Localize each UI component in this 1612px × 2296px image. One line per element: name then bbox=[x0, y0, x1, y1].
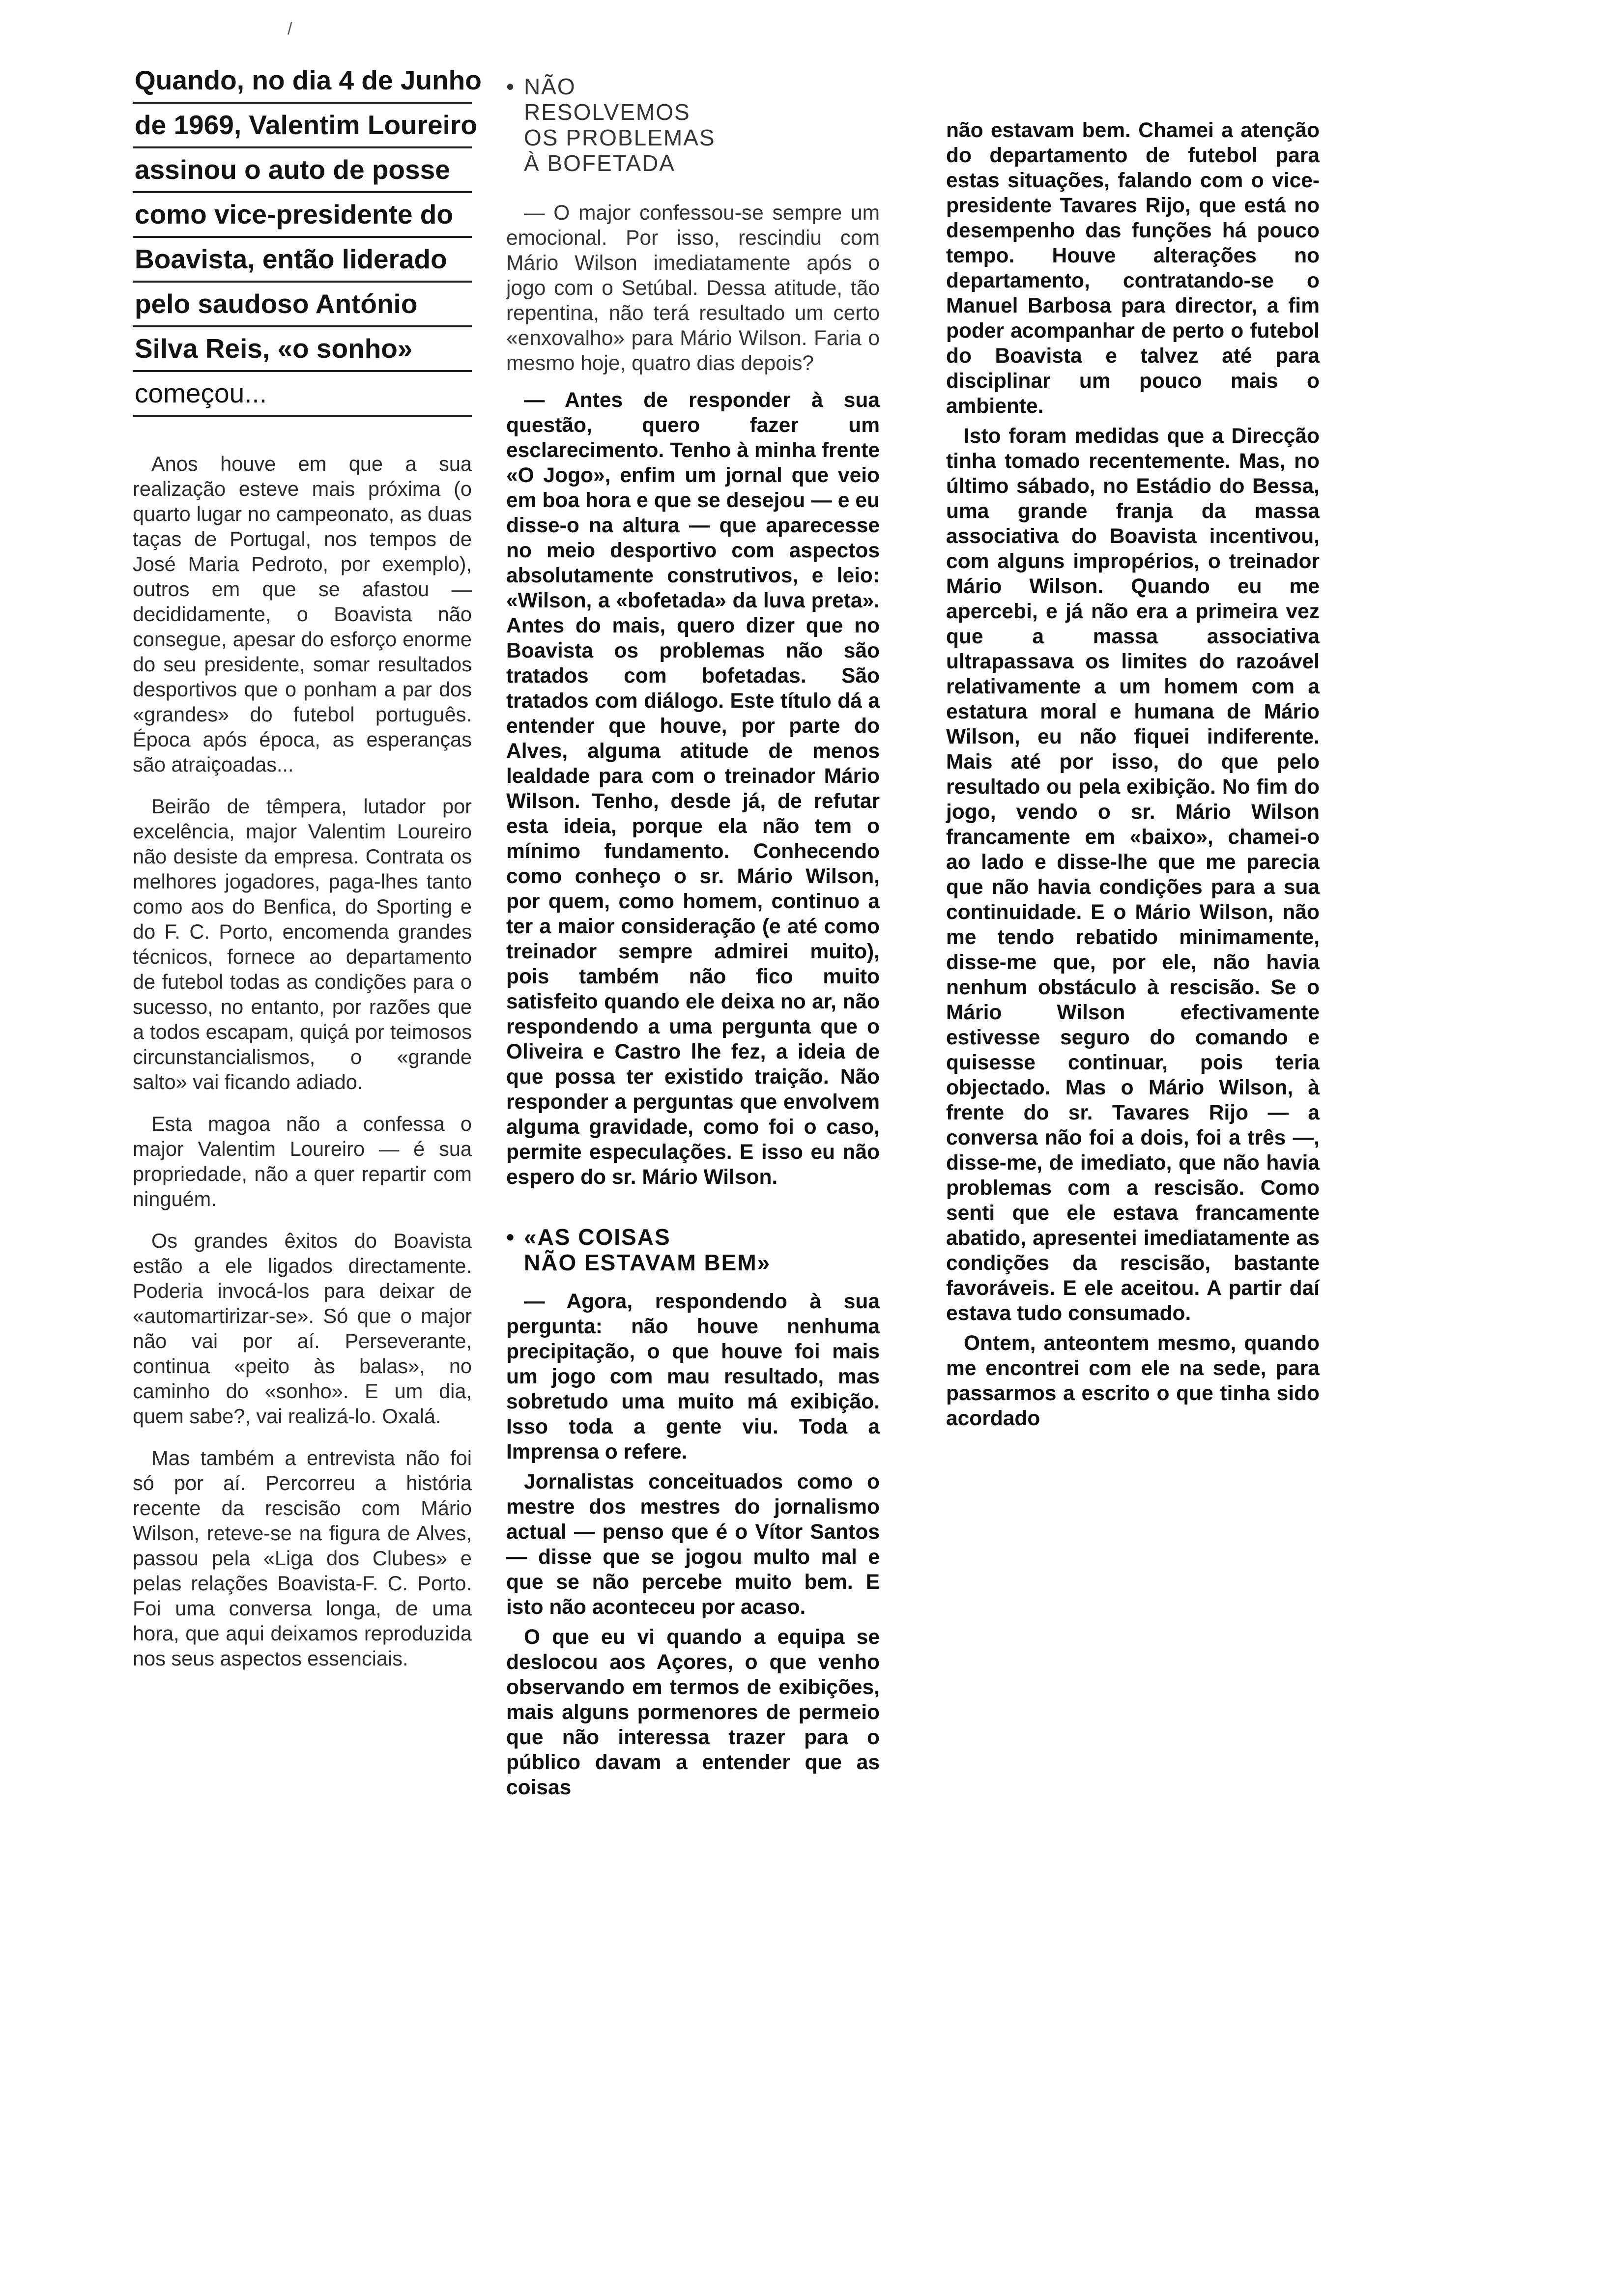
answer-paragraph: não estavam bem. Chamei a atenção do departamento de futebol para estas situações, falando com o vice-presidente Tavares Rijo, que está no desempenho das funções há pouco tempo. Houve alterações no departamento, contratando-se o Manuel Barbosa para director, a fim poder acompanhar de perto o futebol do Boavista e talvez até para disciplinar um pouco mais o ambiente. bbox=[946, 119, 1320, 418]
lead-line: Silva Reis, «o sonho» bbox=[133, 327, 472, 372]
intro-paragraph: Mas também a entrevista não foi só por aí. Percorreu a história recente da rescisão com Mário Wilson, reteve-se na figura de Alves, passou pela «Liga dos Clubes» e pelas relações Boavista-F. C. Porto. Foi uma conversa longa, de uma hora, que aqui deixamos reproduzida nos seus aspectos essenciais. bbox=[133, 1446, 472, 1670]
lead-line: Quando, no dia 4 de Junho bbox=[133, 59, 472, 104]
answer-paragraph: Jornalistas conceituados como o mestre dos mestres do jornalismo actual — penso que é o Vítor Santos — disse que se jogou multo mal e que se não percebe muito bem. E isto não aconteceu por acaso. bbox=[506, 1470, 880, 1619]
interview-body-mid bbox=[506, 201, 880, 1190]
lead-line: pelo saudoso António bbox=[133, 283, 472, 327]
interview-body-mid-2 bbox=[506, 1289, 880, 1800]
answer-paragraph: — Antes de responder à sua questão, quero fazer um esclarecimento. Tenho à minha frente «O Jogo», enfim um jornal que veio em boa hora e que se desejou — e eu disse-o na altura — que aparecesse no meio desportivo com aspectos absolutamente construtivos, e leio: «Wilson, a «bofetada» da luva preta». Antes do mais, quero dizer que no Boavista os problemas não são tratados com bofetadas. São tratados com diálogo. Este título dá a entender que houve, por parte do Alves, alguma atitude de menos lealdade para com o treinador Mário Wilson. Tenho, desde já, de refutar esta ideia, porque ela não tem o mínimo fundamento. Conhecendo como conheço o sr. Mário Wilson, por quem, como homem, continuo a ter a maior consideração (e até como treinador sempre admirei muito), pois também não fico muito satisfeito quando ele deixa no ar, não respondendo a uma pergunta que o Oliveira e Castro lhe fez, a ideia de que possa ter existido traição. Não responder a perguntas que envolvem alguma gravidade, como foi o caso, permite especulações. E isso eu não espero do sr. Mário Wilson. bbox=[506, 389, 880, 1189]
middle-column bbox=[506, 74, 880, 1805]
lead-paragraph bbox=[133, 59, 482, 417]
answer-paragraph: Isto foram medidas que a Direcção tinha tomado recentemente. Mas, no último sábado, no Estádio do Bessa, uma grande franja da massa associativa do Boavista incentivou, com alguns impropérios, o treinador Mário Wilson. Quando eu me apercebi, e já não era a primeira vez que a massa associativa ultrapassava os limites do razoável relativamente a um homem com a estatura moral e humana de Mário Wilson, eu não fiquei indiferente. Mais até por isso, do que pelo resultado ou pela exibição. No fim do jogo, vendo o sr. Mário Wilson francamente em «baixo», chamei-o ao lado e disse-lhe que me parecia que não havia condições para a sua continuidade. E o Mário Wilson, não me tendo rebatido minimamente, disse-me que, por ele, não havia nenhum obstáculo à rescisão. Se o Mário Wilson efectivamente estivesse seguro do comando e quisesse continuar, pois teria objectado. Mas o Mário Wilson, à frente do sr. Tavares Rijo — a conversa não foi a dois, foi a três —, disse-me, de imediato, que não havia problemas com a rescisão. Como senti que ele estava francamente abatido, apresentei imediatamente as condições da rescisão, bastante favoráveis. E ele aceitou. A partir daí estava tudo consumado. bbox=[946, 425, 1320, 1325]
subheading-coisas bbox=[506, 1224, 880, 1275]
lead-line: Boavista, então liderado bbox=[133, 238, 472, 283]
answer-paragraph: — Agora, respondendo à sua pergunta: não houve nenhuma precipitação, o que houve foi mais um jogo com mau resultado, mas sobretudo uma muito má exibição. Isso toda a gente viu. Toda a Imprensa o refere. bbox=[506, 1290, 880, 1464]
subheading-line: RESOLVEMOS bbox=[524, 99, 691, 125]
subheading-line: À BOFETADA bbox=[524, 150, 675, 176]
right-column bbox=[946, 118, 1320, 1436]
intro-paragraph: Anos houve em que a sua realização esteve mais próxima (o quarto lugar no campeonato, as duas taças de Portugal, nos tempos de José Maria Pedroto, por exemplo), outros em que se afastou — decididamente, o Boavista não consegue, apesar do esforço enorme do seu presidente, somar resultados desportivos que o ponham a par dos «grandes» do futebol português. Época após época, as esperanças são atraiçoadas... bbox=[133, 452, 472, 776]
lead-line: de 1969, Valentim Loureiro bbox=[133, 104, 472, 148]
subheading-line: OS PROBLEMAS bbox=[524, 125, 716, 150]
question-paragraph: — O major confessou-se sempre um emocional. Por isso, rescindiu com Mário Wilson imediatamente após o jogo com o Setúbal. Dessa atitude, tão repentina, não terá resultado um certo «enxovalho» para Mário Wilson. Faria o mesmo hoje, quatro dias depois? bbox=[506, 201, 880, 375]
subheading-line: NÃO ESTAVAM BEM» bbox=[524, 1250, 771, 1275]
bullet-icon: • bbox=[506, 1224, 516, 1250]
subheading-bofetada bbox=[506, 74, 880, 176]
answer-paragraph: Ontem, anteontem mesmo, quando me encontrei com ele na sede, para passarmos a escrito o que tinha sido acordado bbox=[946, 1332, 1320, 1430]
intro-paragraph: Esta magoa não a confessa o major Valentim Loureiro — é sua propriedade, não a quer repartir com ninguém. bbox=[133, 1112, 472, 1210]
intro-text bbox=[133, 451, 472, 1671]
intro-paragraph: Os grandes êxitos do Boavista estão a ele ligados directamente. Poderia invocá-los para deixar de «automartirizar-se». Só que o major não vai por aí. Perseverante, continua «peito às balas», no caminho do «sonho». E um dia, quem sabe?, vai realizá-lo. Oxalá. bbox=[133, 1229, 472, 1428]
subheading-line: «AS COISAS bbox=[524, 1224, 671, 1250]
lead-line: assinou o auto de posse bbox=[133, 148, 472, 193]
answer-paragraph: O que eu vi quando a equipa se deslocou aos Açores, o que venho observando em termos de exibições, mais alguns pormenores de permeio que não interessa trazer para o público davam a entender que as coisas bbox=[506, 1626, 880, 1799]
interview-body-right bbox=[946, 118, 1320, 1431]
left-column bbox=[133, 59, 482, 1688]
corner-mark: / bbox=[288, 20, 292, 38]
bullet-icon: • bbox=[506, 74, 516, 99]
lead-line: começou... bbox=[133, 372, 472, 417]
subheading-line: NÃO bbox=[524, 74, 576, 99]
lead-line: como vice-presidente do bbox=[133, 193, 472, 238]
intro-paragraph: Beirão de têmpera, lutador por excelência, major Valentim Loureiro não desiste da empresa. Contrata os melhores jogadores, paga-lhes tanto como aos do Benfica, do Sporting e do F. C. Porto, encomenda grandes técnicos, fornece ao departamento de futebol todas as condições para o sucesso, no entanto, por razões que a todos escapam, quiçá por teimosos circunstancialismos, o «grande salto» vai ficando adiado. bbox=[133, 795, 472, 1093]
